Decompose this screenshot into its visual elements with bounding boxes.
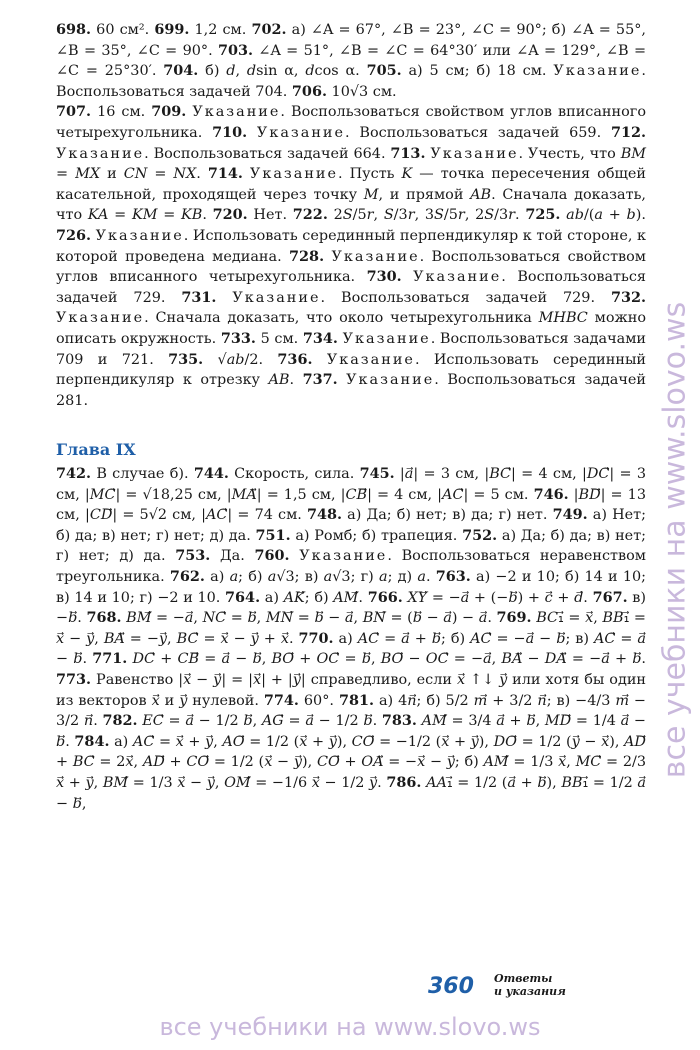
bottom-watermark: все учебники на www.slovo.ws xyxy=(159,1013,541,1041)
side-watermark xyxy=(655,150,695,930)
section-label-line-1: Ответы xyxy=(494,972,553,985)
section-label xyxy=(494,972,566,998)
section-label-line-2: и указания xyxy=(494,985,566,998)
answers-paragraph-698-706: 698. 60 см². 699. 1,2 см. 702. а) ∠A = 67°, ∠B = 23°, ∠C = 90°; б) ∠A = 55°, ∠B = 35°, ∠C = 90°. 703. ∠A = 51°, ∠B = ∠C = 64°30′ или ∠A = 129°, ∠B = ∠C = 25°30′. 704. б) d, dsin α, dcos α. 705. а) 5 см; б) 18 см. Указание. Воспользоваться задачей 704. 706. 10√3 см. xyxy=(56,21,646,100)
side-watermark-text: все учебники на www.slovo.ws xyxy=(657,301,693,779)
chapter-heading: Глава IX xyxy=(56,440,136,459)
answers-block-1 xyxy=(56,20,646,411)
answers-block-2 xyxy=(56,464,646,814)
page-number: 360 xyxy=(428,974,474,999)
answers-paragraph-742-786: 742. В случае б). 744. Скорость, сила. 745. |a⃗| = 3 см, |BC⃗| = 4 см, |DC⃗| = 3 см, |MC⃗| = √18,25 см, |MA⃗| = 1,5 см, |CB⃗| = 4 см, |AC⃗| = 5 см. 746. |BD⃗| = 13 см, |CD⃗| = 5√2 см, |AC⃗| = 74 см. 748. а) Да; б) нет; в) да; г) нет. 749. а) Нет; б) да; в) нет; г) нет; д) да. 751. а) Ромб; б) трапеция. 752. а) Да; б) да; в) нет; г) нет; д) да. 753. Да. 760. Указание. Воспользоваться неравенством треугольника. 762. а) a; б) a√3; в) a√3; г) a; д) a. 763. а) −2 и 10; б) 14 и 10; в) 14 и 10; г) −2 и 10. 764. а) AK⃗; б) AM⃗. 766. XY⃗ = −a⃗ + (−b⃗) + c⃗ + d⃗. 767. в) −b⃗. 768. BM⃗ = −a⃗, NC⃗ = b⃗, MN⃗ = b⃗ − a⃗, BN⃗ = (b⃗ − a⃗) − a⃗. 769. BC₁⃗ = x⃗, BB₁⃗ = x⃗ − y⃗, BA⃗ = −y⃗, BC⃗ = x⃗ − y⃗ + x⃗. 770. а) AC⃗ = a⃗ + b⃗; б) AC⃗ = −a⃗ − b⃗; в) AC⃗ = a − b⃗. 771. DC⃗ + CB⃗ = a⃗ − b⃗, BO⃗ + OC⃗ = b⃗, BO⃗ − OC⃗ = −a⃗, BA⃗ − DA⃗ = −a⃗ + b⃗. 773. Равенство |x⃗ − y⃗| = |x⃗| + |y⃗| справедливо, если x⃗ ↑↓ y⃗ или хотя бы один из векторов x⃗ и y⃗ нулевой. 774. 60°. 781. а) 4n⃗; б) 5/2 m⃗ + 3/2 n⃗; в) −4/3 m⃗ − 3/2 n⃗. 782. EC⃗ = a⃗ − 1/2 b⃗, AG⃗ = a⃗ − 1/2 b⃗. 783. AM⃗ = 3/4 a⃗ + b⃗, MD⃗ = 1/4 a⃗ − b⃗. 784. а) AC⃗ = x⃗ + y⃗, AO⃗ = 1/2 (x⃗ + y⃗), CO⃗ = −1/2 (x⃗ + y⃗), DO⃗ = 1/2 (y⃗ − x⃗), AD + BC⃗ = 2x⃗, AD⃗ + CO⃗ = 1/2 (x⃗ − y⃗), CO⃗ + OA⃗ = −x⃗ − y⃗; б) AM⃗ = 1/3 x⃗, MC⃗ = 2/3 x⃗ + y⃗, BM⃗ = 1/3 x⃗ − y⃗, OM⃗ = −1/6 x⃗ − 1/2 y⃗. 786. AA₁⃗ = 1/2 (a⃗ + b⃗), BB₁⃗ = 1/2 a − b⃗, xyxy=(56,465,647,812)
answers-paragraph-707-737: 707. 16 см. 709. Указание. Воспользоваться свойством углов вписанного четырехугольника. 710. Указание. Воспользоваться задачей 659. 712. Указание. Воспользоваться задачей 664. 713. Указание. Учесть, что BM = MX и CN = NX. 714. Указание. Пусть K — точка пересечения общей касательной, проходящей через точку M, и прямой AB. Сначала доказать, что KA = KM = KB. 720. Нет. 722. 2S/5r, S/3r, 3S/5r, 2S/3r. 725. ab/(a + b). 726. Указание. Использовать серединный перпендикуляр к той стороне, к которой проведена медиана. 728. Указание. Воспользоваться свойством углов вписанного четырехугольника. 730. Указание. Воспользоваться задачей 729. 731. Указание. Воспользоваться задачей 729. 732. Указание. Сначала доказать, что около четырехугольника MHBC можно описать окружность. 733. 5 см. 734. Указание. Воспользоваться задачами 709 и 721. 735. √ab/2. 736. Указание. Использовать серединный перпендикуляр к отрезку AB. 737. Указание. Воспользоваться задачей 281. xyxy=(56,103,647,409)
